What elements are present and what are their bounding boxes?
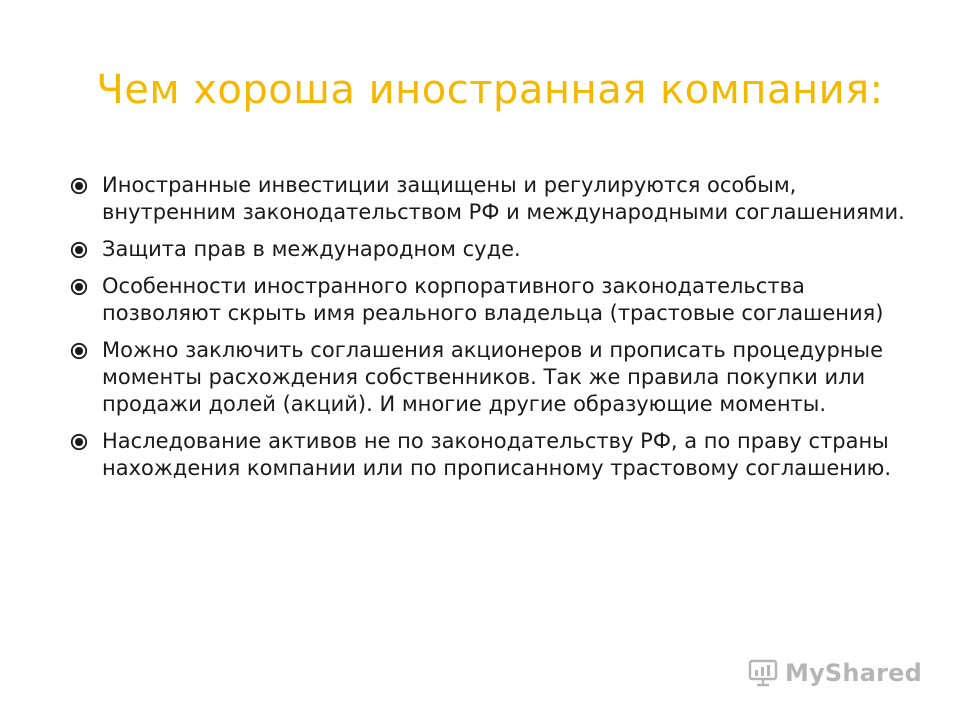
circled-dot-bullet-icon [70, 278, 88, 296]
bullet-text: Наследование активов не по законодательству РФ, а по праву страны нахождения компании или по прописанному трастовому соглашению. [102, 429, 892, 480]
circled-dot-bullet-icon [70, 342, 88, 360]
bullet-text: Защита прав в международном суде. [102, 237, 521, 261]
list-item [70, 172, 910, 226]
bullet-text: Особенности иностранного корпоративного законодательства позволяют скрыть имя реального владельца (трастовые соглашения) [102, 274, 884, 325]
bullet-text: Можно заключить соглашения акционеров и прописать процедурные моменты расхождения собственников. Так же правила покупки или продажи долей (акций). И многие другие образующие моменты. [102, 338, 883, 416]
presentation-board-icon [747, 658, 779, 688]
list-item [70, 337, 910, 418]
circled-dot-bullet-icon [70, 177, 88, 195]
circled-dot-bullet-icon [70, 241, 88, 259]
slide-title: Чем хороша иностранная компания: [96, 67, 884, 113]
bullet-text: Иностранные инвестиции защищены и регулируются особым, внутренним законодательством РФ и международными соглашениями. [102, 173, 905, 224]
circled-dot-bullet-icon [70, 433, 88, 451]
list-item [70, 236, 910, 263]
list-item [70, 428, 910, 482]
watermark-text: MyShared [785, 659, 922, 687]
list-item [70, 273, 910, 327]
myshared-watermark [747, 656, 922, 690]
bullet-list [70, 172, 910, 492]
